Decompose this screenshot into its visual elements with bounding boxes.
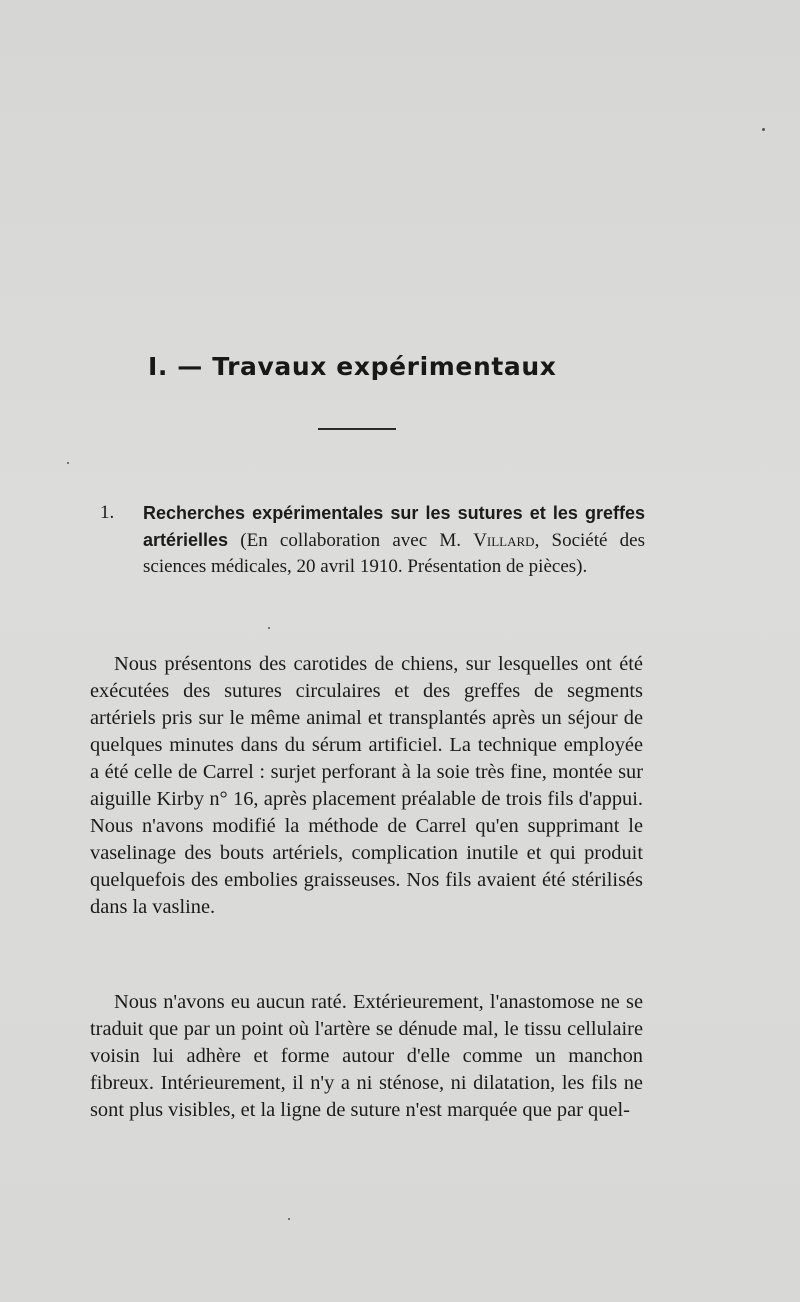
entry-author: Villard (473, 530, 535, 551)
entry-title: Recherches expérimentales sur les sutures et les greffes artérielles (143, 503, 645, 550)
publication-entry (100, 500, 645, 580)
paper-speck (762, 128, 765, 131)
entry-citation-start: (En collaboration avec M. (228, 530, 474, 551)
body-paragraph-1: Nous présentons des carotides de chiens, sur lesquelles ont été exécutées des sutures circulaires et des greffes de segments artériels pris sur le même animal et transplantés après un séjour de quelques minutes dans du sérum artificiel. La technique employée a été celle de Carrel : surjet perforant à la soie très fine, montée sur aiguille Kirby n° 16, après placement préalable de trois fils d'appui. Nous n'avons modifié la méthode de Carrel qu'en supprimant le vaselinage des bouts artériels, complication inutile et qui produit quelquefois des embolies graisseuses. Nos fils avaient été stérilisés dans la vasline. (90, 653, 643, 918)
section-title: I. — Travaux expérimentaux (148, 352, 557, 381)
paper-speck (67, 462, 69, 464)
body-paragraph-2: Nous n'avons eu aucun raté. Extérieurement, l'anastomose ne se traduit que par un point où l'artère se dénude mal, le tissu cellulaire voisin lui adhère et forme autour d'elle comme un manchon fibreux. Intérieurement, il n'y a ni sténose, ni dilatation, les fils ne sont plus visibles, et la ligne de suture n'est marquée que par quel- (90, 991, 643, 1121)
paper-speck (268, 627, 270, 629)
entry-number: 1. (100, 502, 115, 523)
paper-speck (288, 1218, 290, 1220)
entry-citation-end: , Société des sciences médicales, 20 avril 1910. Présentation de pièces). (143, 530, 645, 577)
entry-body (143, 500, 645, 580)
title-divider (318, 428, 396, 430)
